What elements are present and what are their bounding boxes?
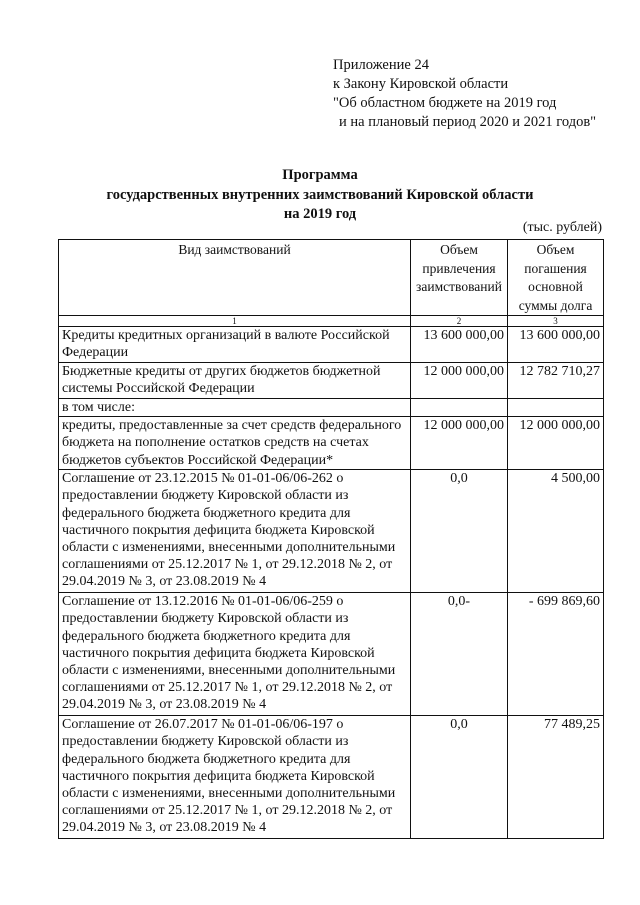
appendix-law: к Закону Кировской области bbox=[333, 76, 509, 92]
table-row bbox=[59, 417, 604, 470]
repayment-amount: 12 782 710,27 bbox=[508, 363, 604, 399]
column-number: 1 bbox=[59, 316, 411, 327]
table-row bbox=[59, 470, 604, 593]
attraction-amount: 13 600 000,00 bbox=[411, 327, 508, 363]
borrowing-name: кредиты, предоставленные за счет средств федерального бюджета на пополнение остатков средств на счетах бюджетов субъектов Российской Федерации* bbox=[59, 417, 411, 470]
repayment-amount: 13 600 000,00 bbox=[508, 327, 604, 363]
appendix-header bbox=[333, 56, 596, 132]
column-number-row bbox=[59, 316, 604, 327]
document-title bbox=[0, 166, 640, 225]
column-number: 2 bbox=[411, 316, 508, 327]
title-line-borrowings: государственных внутренних заимствований Кировской области bbox=[106, 186, 534, 203]
repayment-amount bbox=[508, 399, 604, 417]
table-row bbox=[59, 716, 604, 839]
header-borrowing-type: Вид заимствований bbox=[59, 240, 411, 316]
borrowing-name: Соглашение от 13.12.2016 № 01-01-06/06-259 о предоставлении бюджету Кировской области из федерального бюджета бюджетного кредита для частичного покрытия дефицита бюджета Кировской области с изменениями, внесенными дополнительными соглашениями от 25.12.2017 № 1, от 29.12.2018 № 2, от 29.04.2019 № 3, от 23.08.2019 № 4 bbox=[59, 593, 411, 716]
column-number: 3 bbox=[508, 316, 604, 327]
repayment-amount: - 699 869,60 bbox=[508, 593, 604, 716]
attraction-amount bbox=[411, 399, 508, 417]
header-attraction-volume: Объем привлечения заимствований bbox=[411, 240, 508, 316]
borrowing-name: Кредиты кредитных организаций в валюте Российской Федерации bbox=[59, 327, 411, 363]
table-row bbox=[59, 593, 604, 716]
table-row bbox=[59, 327, 604, 363]
table-row bbox=[59, 363, 604, 399]
borrowing-name: Соглашение от 23.12.2015 № 01-01-06/06-262 о предоставлении бюджету Кировской области из федерального бюджета бюджетного кредита для частичного покрытия дефицита бюджета Кировской области с изменениями, внесенными дополнительными соглашениями от 25.12.2017 № 1, от 29.12.2018 № 2, от 29.04.2019 № 3, от 23.08.2019 № 4 bbox=[59, 470, 411, 593]
unit-label: (тыс. рублей) bbox=[522, 220, 602, 235]
attraction-amount: 12 000 000,00 bbox=[411, 363, 508, 399]
borrowings-table bbox=[58, 239, 604, 839]
header-repayment-volume: Объем погашения основной суммы долга bbox=[508, 240, 604, 316]
repayment-amount: 12 000 000,00 bbox=[508, 417, 604, 470]
title-line-year: на 2019 год bbox=[283, 206, 357, 222]
repayment-amount: 77 489,25 bbox=[508, 716, 604, 839]
appendix-law-title: "Об областном бюджете на 2019 год bbox=[333, 95, 557, 111]
repayment-amount: 4 500,00 bbox=[508, 470, 604, 593]
borrowing-name: в том числе: bbox=[59, 399, 411, 417]
title-line-program: Программа bbox=[282, 167, 358, 183]
borrowing-name: Бюджетные кредиты от других бюджетов бюджетной системы Российской Федерации bbox=[59, 363, 411, 399]
attraction-amount: 0,0- bbox=[411, 593, 508, 716]
appendix-law-period: и на плановый период 2020 и 2021 годов" bbox=[339, 114, 597, 130]
borrowing-name: Соглашение от 26.07.2017 № 01-01-06/06-197 о предоставлении бюджету Кировской области из федерального бюджета бюджетного кредита для частичного покрытия дефицита бюджета Кировской области с изменениями, внесенными дополнительными соглашениями от 25.12.2017 № 1, от 29.12.2018 № 2, от 29.04.2019 № 3, от 23.08.2019 № 4 bbox=[59, 716, 411, 839]
attraction-amount: 12 000 000,00 bbox=[411, 417, 508, 470]
table-header-row bbox=[59, 240, 604, 316]
attraction-amount: 0,0 bbox=[411, 470, 508, 593]
table-row bbox=[59, 399, 604, 417]
attraction-amount: 0,0 bbox=[411, 716, 508, 839]
appendix-number: Приложение 24 bbox=[333, 57, 429, 73]
